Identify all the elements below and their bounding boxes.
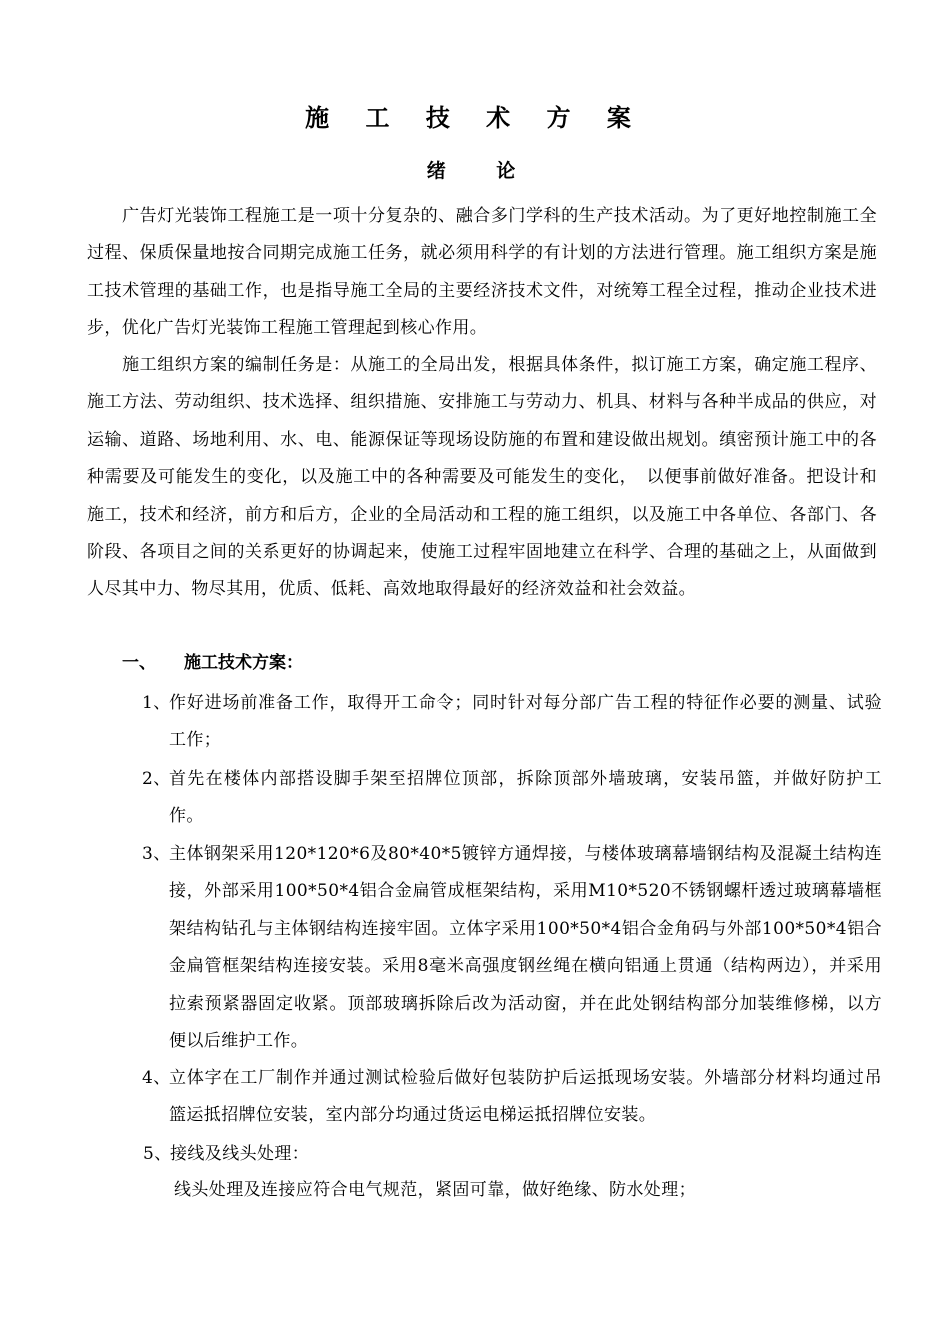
section-heading-text: 施工技术方案： <box>184 653 303 673</box>
intro-paragraph-2: 施工组织方案的编制任务是：从施工的全局出发，根据具体条件，拟订施工方案，确定施工程序、施工方法、劳动组织、技术选择、组织措施、安排施工与劳动力、机具、材料与各种半成品的供应，对运输、道路、场地利用、水、电、能源保证等现场设防施的布置和建设做出规划。缜密预计施工中的各种需要及可能发生的变化，以及施工中的各种需要及可能发生的变化， 以便事前做好准备。把设计和施工，技术和经济，前方和后方，企业的全局活动和工程的施工组织，以及施工中各单位、各部门、各阶段、各项目之间的关系更好的协调起来，使施工过程牢固地建立在科学、合理的基础之上，从面做到人尽其中力、物尽其用，优质、低耗、高效地取得最好的经济效益和社会效益。 <box>87 355 877 600</box>
list-item-detail: 线头处理及连接应符合电气规范，紧固可靠，做好绝缘、防水处理； <box>174 1180 696 1200</box>
list-item-number: 5、 <box>143 1144 172 1164</box>
section-number: 一、 <box>122 653 156 673</box>
list-item-number: 4、 <box>142 1068 171 1088</box>
intro-paragraph-1: 广告灯光装饰工程施工是一项十分复杂的、融合多门学科的生产技术活动。为了更好地控制施工全过程、保质保量地按合同期完成施工任务，就必须用科学的有计划的方法进行管理。施工组织方案是施工技术管理的基础工作，也是指导施工全局的主要经济技术文件，对统筹工程全过程，推动企业技术进步，优化广告灯光装饰工程施工管理起到核心作用。 <box>87 206 877 339</box>
list-item <box>142 761 882 836</box>
list-item-number: 2、 <box>142 769 171 789</box>
list-item-text: 主体钢架采用120*120*6及80*40*5镀锌方通焊接，与楼体玻璃幕墙钢结构及混凝土结构连接，外部采用100*50*4铝合金扁管成框架结构，采用M10*520不锈钢螺杆透过玻璃幕墙框架结构钻孔与主体钢结构连接牢固。立体字采用100*50*4铝合金角码与外部100*50*4铝合金扁管框架结构连接安装。采用8毫米高强度钢丝绳在横向铝通上贯通（结构两边），并采用拉索预紧器固定收紧。顶部玻璃拆除后改为活动窗，并在此处钢结构部分加装维修梯，以方便以后维护工作。 <box>169 844 882 1052</box>
document-subtitle: 绪 论 <box>426 160 538 182</box>
list-item <box>142 836 882 1060</box>
list-item <box>143 1136 883 1173</box>
list-item <box>142 1060 882 1135</box>
document-title: 施 工 技 术 方 案 <box>305 103 645 132</box>
list-item-number: 3、 <box>142 844 171 864</box>
list-item <box>142 685 882 760</box>
list-item-number: 1、 <box>142 693 171 713</box>
list-item-text: 接线及线头处理： <box>170 1144 310 1164</box>
list-item-text: 立体字在工厂制作并通过测试检验后做好包装防护后运抵现场安装。外墙部分材料均通过吊篮运抵招牌位安装，室内部分均通过货运电梯运抵招牌位安装。 <box>169 1068 882 1126</box>
list-item-text: 首先在楼体内部搭设脚手架至招牌位顶部，拆除顶部外墙玻璃，安装吊篮，并做好防护工作。 <box>169 769 882 827</box>
list-item-text: 作好进场前准备工作，取得开工命令；同时针对每分部广告工程的特征作必要的测量、试验工作； <box>169 693 882 751</box>
section-heading <box>122 645 303 681</box>
